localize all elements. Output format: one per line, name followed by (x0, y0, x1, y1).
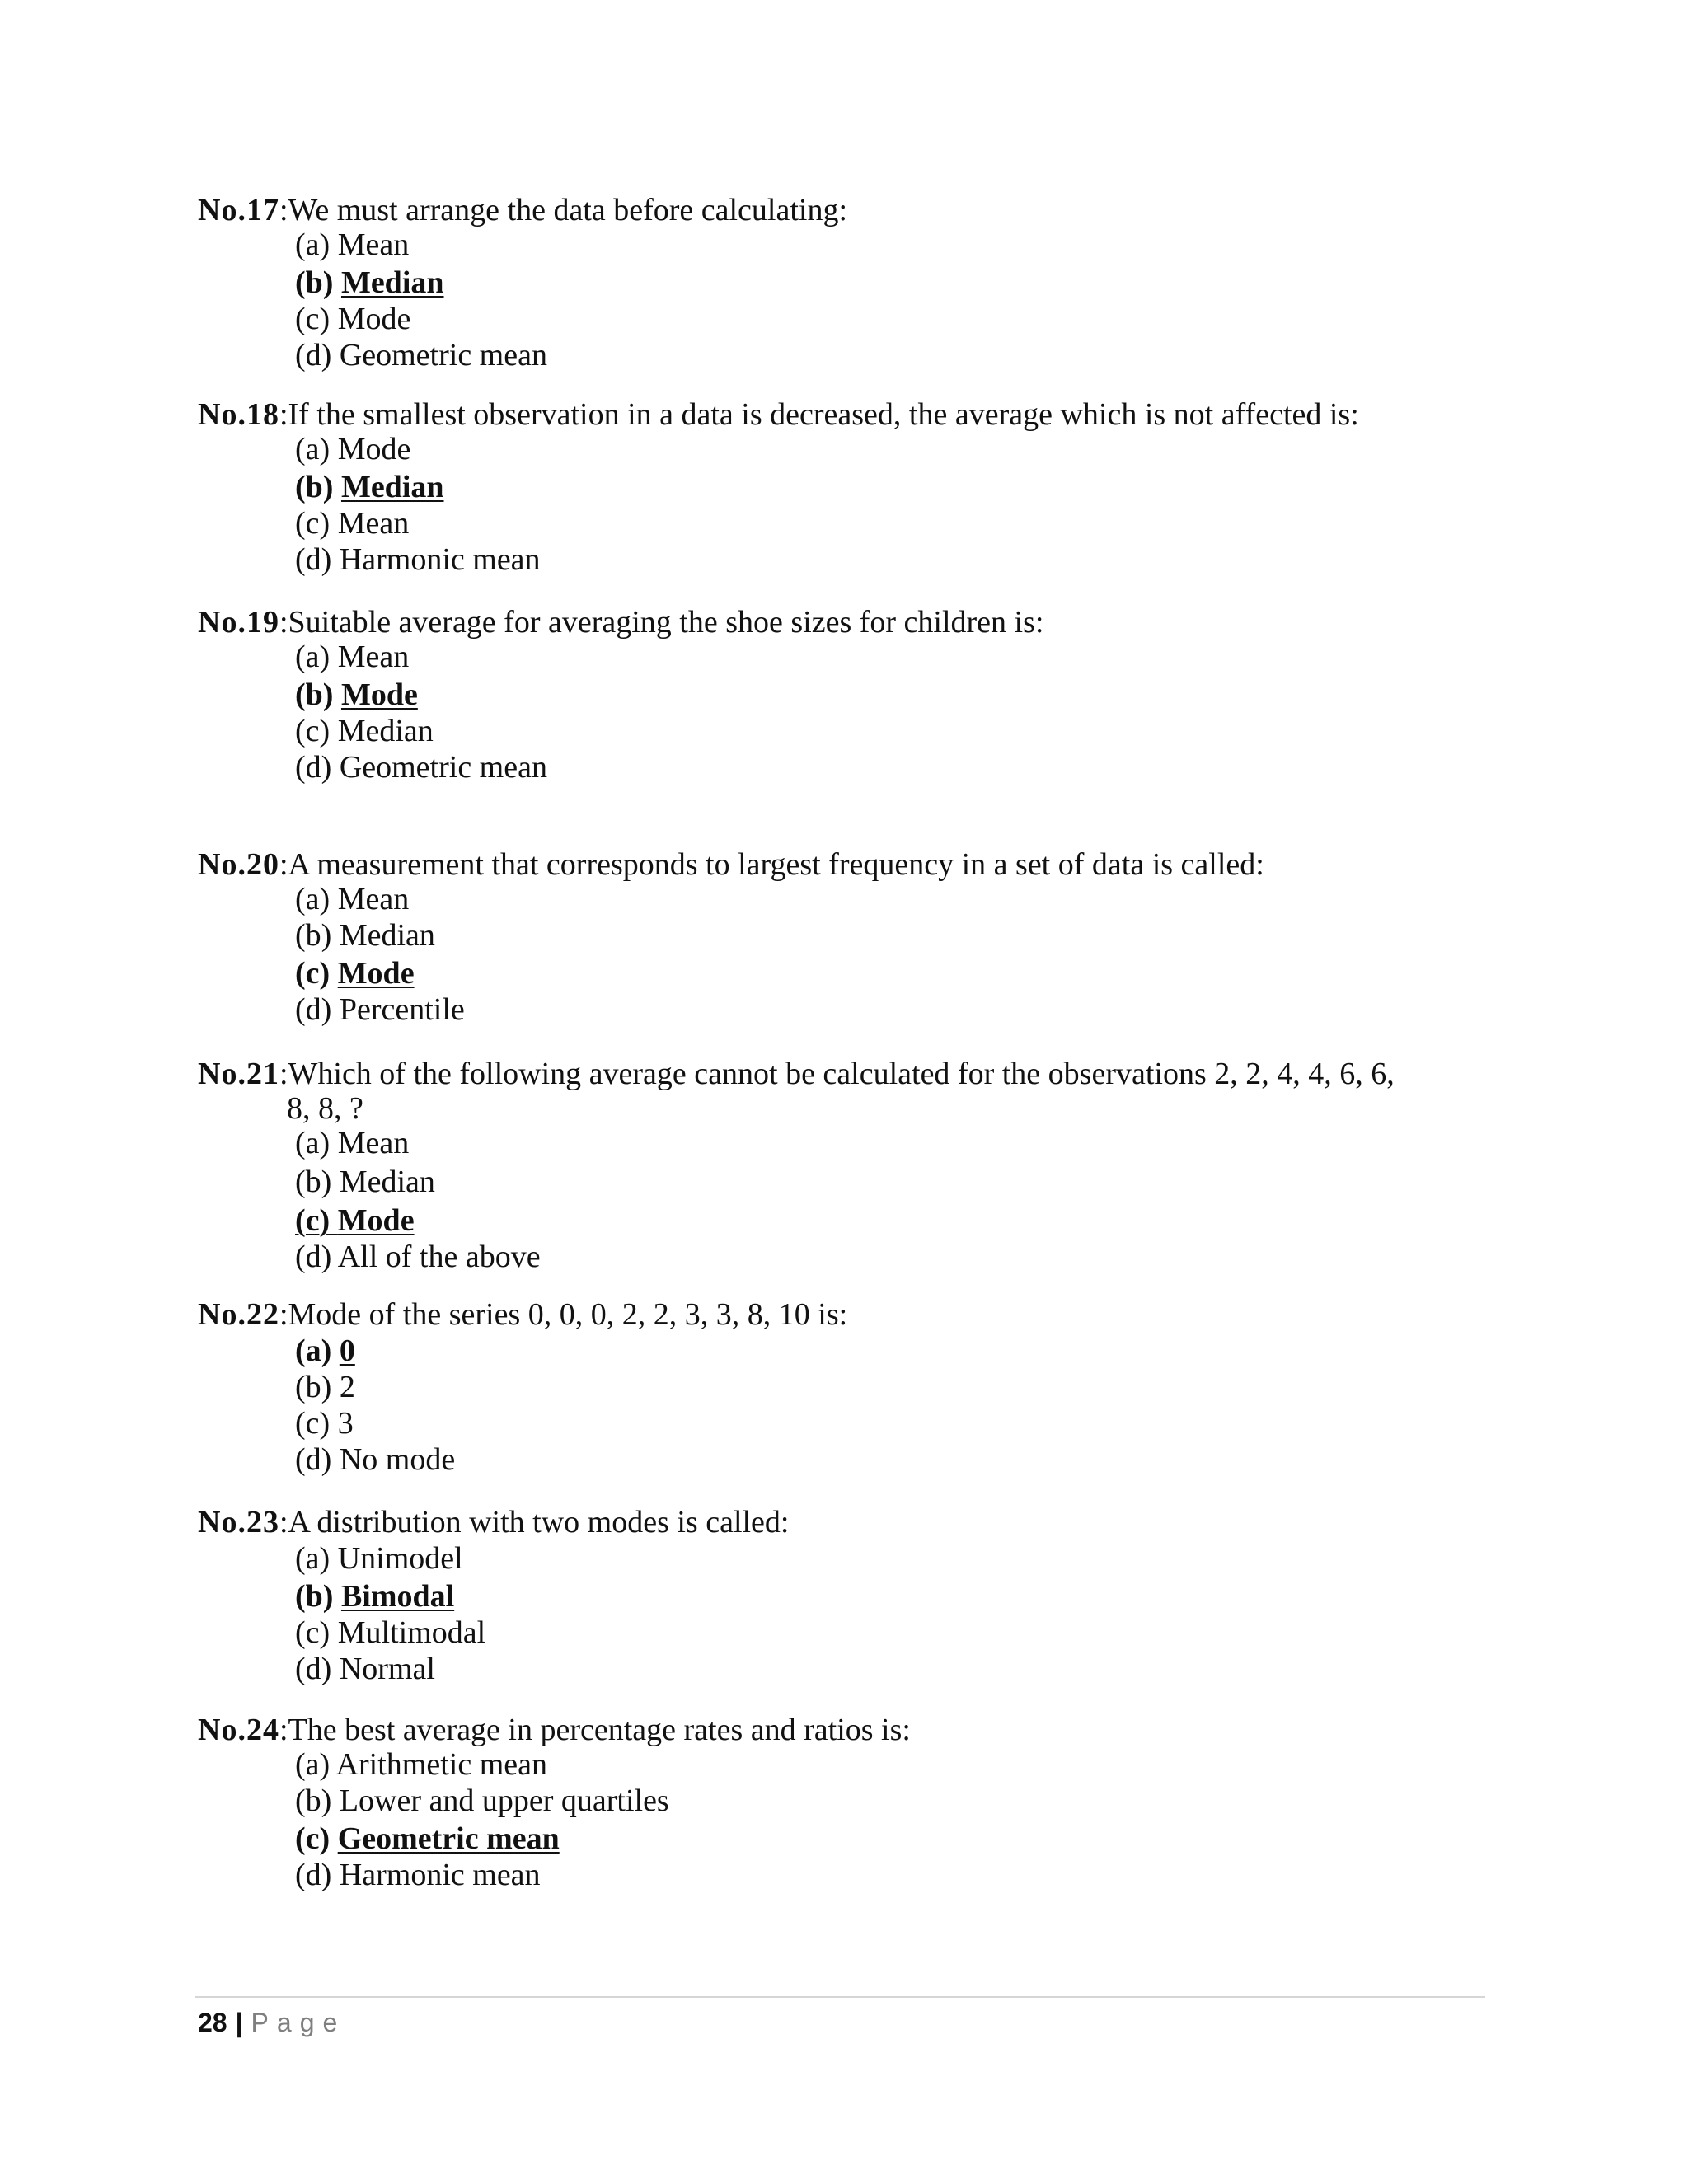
question-separator: : (279, 1713, 288, 1747)
option-list (198, 227, 1484, 374)
question-24 (198, 1713, 1484, 1894)
option-d (198, 750, 1484, 786)
option-letter: (a) (295, 1333, 340, 1368)
option-label: 3 (337, 1406, 354, 1441)
question-separator: : (279, 605, 288, 640)
option-list (198, 1541, 1484, 1688)
option-d (198, 992, 1484, 1029)
option-d (198, 1442, 1484, 1479)
option-letter: (c) (295, 506, 338, 541)
option-list (198, 1333, 1484, 1479)
option-label: Mean (337, 882, 410, 916)
option-d (198, 542, 1484, 579)
option-b-correct (198, 1579, 1484, 1615)
option-c (198, 1615, 1484, 1652)
question-22 (198, 1297, 1484, 1479)
option-letter: (d) (295, 1442, 340, 1477)
option-label: Lower and upper quartiles (339, 1783, 669, 1818)
option-letter: (c) (295, 714, 338, 748)
question-separator: : (279, 1297, 288, 1332)
option-letter: (a) (295, 1541, 338, 1576)
option-b-correct (198, 470, 1484, 506)
option-d (198, 1652, 1484, 1688)
option-label: Bimodal (340, 1579, 455, 1614)
question-number: No.17 (198, 193, 279, 227)
option-list (198, 882, 1484, 1029)
option-label: Median (339, 918, 435, 953)
option-b-correct (198, 677, 1484, 714)
question-text-continued: 8, 8, ? (287, 1091, 363, 1126)
option-label: Unimodel (337, 1541, 463, 1576)
option-b (198, 1370, 1484, 1406)
page-footer (198, 2006, 345, 2039)
question-separator: : (279, 1057, 288, 1091)
option-label: Arithmetic mean (335, 1747, 547, 1782)
option-label: Normal (339, 1652, 435, 1686)
footer-divider (195, 1996, 1485, 1998)
question-stem (198, 1297, 1484, 1332)
question-number: No.24 (198, 1713, 279, 1747)
question-number: No.21 (198, 1057, 279, 1091)
option-b-correct (198, 265, 1484, 302)
option-letter: (b) (295, 265, 341, 300)
question-20 (198, 847, 1484, 1029)
option-c (198, 506, 1484, 542)
option-label: Mean (337, 640, 410, 674)
question-19 (198, 605, 1484, 786)
option-label: Median (337, 714, 434, 748)
option-letter: (c) (295, 1203, 338, 1238)
option-label: Geometric mean (339, 750, 547, 785)
question-number: No.20 (198, 847, 279, 882)
option-label: Mode (337, 302, 411, 336)
question-stem (198, 605, 1484, 640)
option-label: Mode (337, 956, 415, 991)
option-label: All of the above (337, 1240, 541, 1274)
question-number: No.18 (198, 397, 279, 432)
option-letter: (b) (295, 1579, 341, 1614)
option-list (198, 1747, 1484, 1894)
option-d (198, 1240, 1484, 1276)
question-separator: : (279, 193, 288, 227)
option-label: Mode (340, 677, 418, 712)
option-letter: (a) (295, 432, 338, 466)
question-stem (198, 1057, 1484, 1091)
option-list (198, 640, 1484, 786)
option-b (198, 918, 1484, 954)
question-17 (198, 193, 1484, 374)
option-a (198, 227, 1484, 264)
question-21 (198, 1057, 1484, 1276)
option-b (198, 1165, 1484, 1201)
option-a (198, 640, 1484, 676)
option-a (198, 432, 1484, 468)
option-letter: (c) (295, 1406, 338, 1441)
option-letter: (d) (295, 750, 340, 785)
option-label: Median (339, 1165, 435, 1199)
option-a (198, 882, 1484, 918)
option-c-correct (198, 956, 1484, 992)
question-text: Mode of the series 0, 0, 0, 2, 2, 3, 3, 8, 10 is: (288, 1297, 848, 1332)
option-a-correct (198, 1333, 1484, 1370)
question-text: A measurement that corresponds to largest frequency in a set of data is called: (288, 847, 1264, 882)
question-text: The best average in percentage rates and ratios is: (288, 1713, 911, 1747)
option-letter: (b) (295, 677, 341, 712)
footer-separator: | (235, 2008, 243, 2037)
option-letter: (d) (295, 1652, 340, 1686)
option-d (198, 1858, 1484, 1894)
question-18 (198, 397, 1484, 579)
option-a (198, 1541, 1484, 1577)
question-text: Which of the following average cannot be calculated for the observations 2, 2, 4, 4, 6, 6, (288, 1057, 1395, 1091)
question-stem (198, 193, 1484, 227)
option-label: Median (340, 470, 444, 504)
question-text: A distribution with two modes is called: (288, 1505, 790, 1540)
option-label: Mean (337, 227, 410, 262)
page-number: 28 (198, 2008, 227, 2037)
option-letter: (c) (295, 302, 338, 336)
question-number: No.19 (198, 605, 279, 640)
page-label: Page (251, 2008, 346, 2037)
option-label: Mean (337, 506, 410, 541)
option-letter: (d) (295, 1858, 340, 1892)
option-label: Percentile (339, 992, 465, 1027)
option-c-correct (198, 1821, 1484, 1858)
question-number: No.23 (198, 1505, 279, 1540)
question-stem (198, 1713, 1484, 1747)
option-label: Multimodal (337, 1615, 486, 1650)
option-list (198, 1126, 1484, 1276)
question-text: We must arrange the data before calculating: (288, 193, 848, 227)
option-letter: (d) (295, 542, 340, 577)
option-label: Mode (337, 432, 411, 466)
question-separator: : (279, 847, 288, 882)
option-d (198, 338, 1484, 374)
option-label: Geometric mean (339, 338, 547, 373)
option-c (198, 302, 1484, 338)
option-letter: (a) (295, 1747, 336, 1782)
option-letter: (b) (295, 1165, 340, 1199)
question-23 (198, 1505, 1484, 1688)
option-label: 0 (339, 1333, 355, 1368)
option-letter: (a) (295, 640, 338, 674)
option-list (198, 432, 1484, 579)
question-separator: : (279, 397, 288, 432)
question-stem (198, 1505, 1484, 1540)
option-letter: (a) (295, 882, 338, 916)
option-letter: (b) (295, 470, 341, 504)
option-letter: (c) (295, 1615, 338, 1650)
option-c (198, 714, 1484, 750)
question-text: If the smallest observation in a data is decreased, the average which is not affected is: (288, 397, 1359, 432)
option-letter: (d) (295, 992, 340, 1027)
option-letter: (b) (295, 1783, 340, 1818)
option-label: Mode (337, 1203, 415, 1238)
option-letter: (d) (295, 338, 340, 373)
option-label: 2 (339, 1370, 355, 1404)
option-a (198, 1126, 1484, 1162)
question-stem (198, 397, 1484, 432)
question-text: Suitable average for averaging the shoe sizes for children is: (288, 605, 1044, 640)
option-letter: (c) (295, 1821, 338, 1856)
option-label: Geometric mean (337, 1821, 560, 1856)
question-number: No.22 (198, 1297, 279, 1332)
option-letter: (d) (295, 1240, 338, 1274)
option-label: Median (340, 265, 444, 300)
option-c (198, 1406, 1484, 1442)
question-separator: : (279, 1505, 288, 1540)
option-label: Harmonic mean (339, 1858, 541, 1892)
option-b (198, 1783, 1484, 1820)
option-label: Harmonic mean (339, 542, 541, 577)
option-letter: (b) (295, 918, 340, 953)
option-label: No mode (339, 1442, 456, 1477)
option-letter: (a) (295, 227, 338, 262)
option-letter: (a) (295, 1126, 338, 1160)
option-c-correct (198, 1203, 1484, 1240)
option-a (198, 1747, 1484, 1783)
option-label: Mean (337, 1126, 410, 1160)
question-stem (198, 847, 1484, 882)
option-letter: (c) (295, 956, 338, 991)
option-letter: (b) (295, 1370, 340, 1404)
